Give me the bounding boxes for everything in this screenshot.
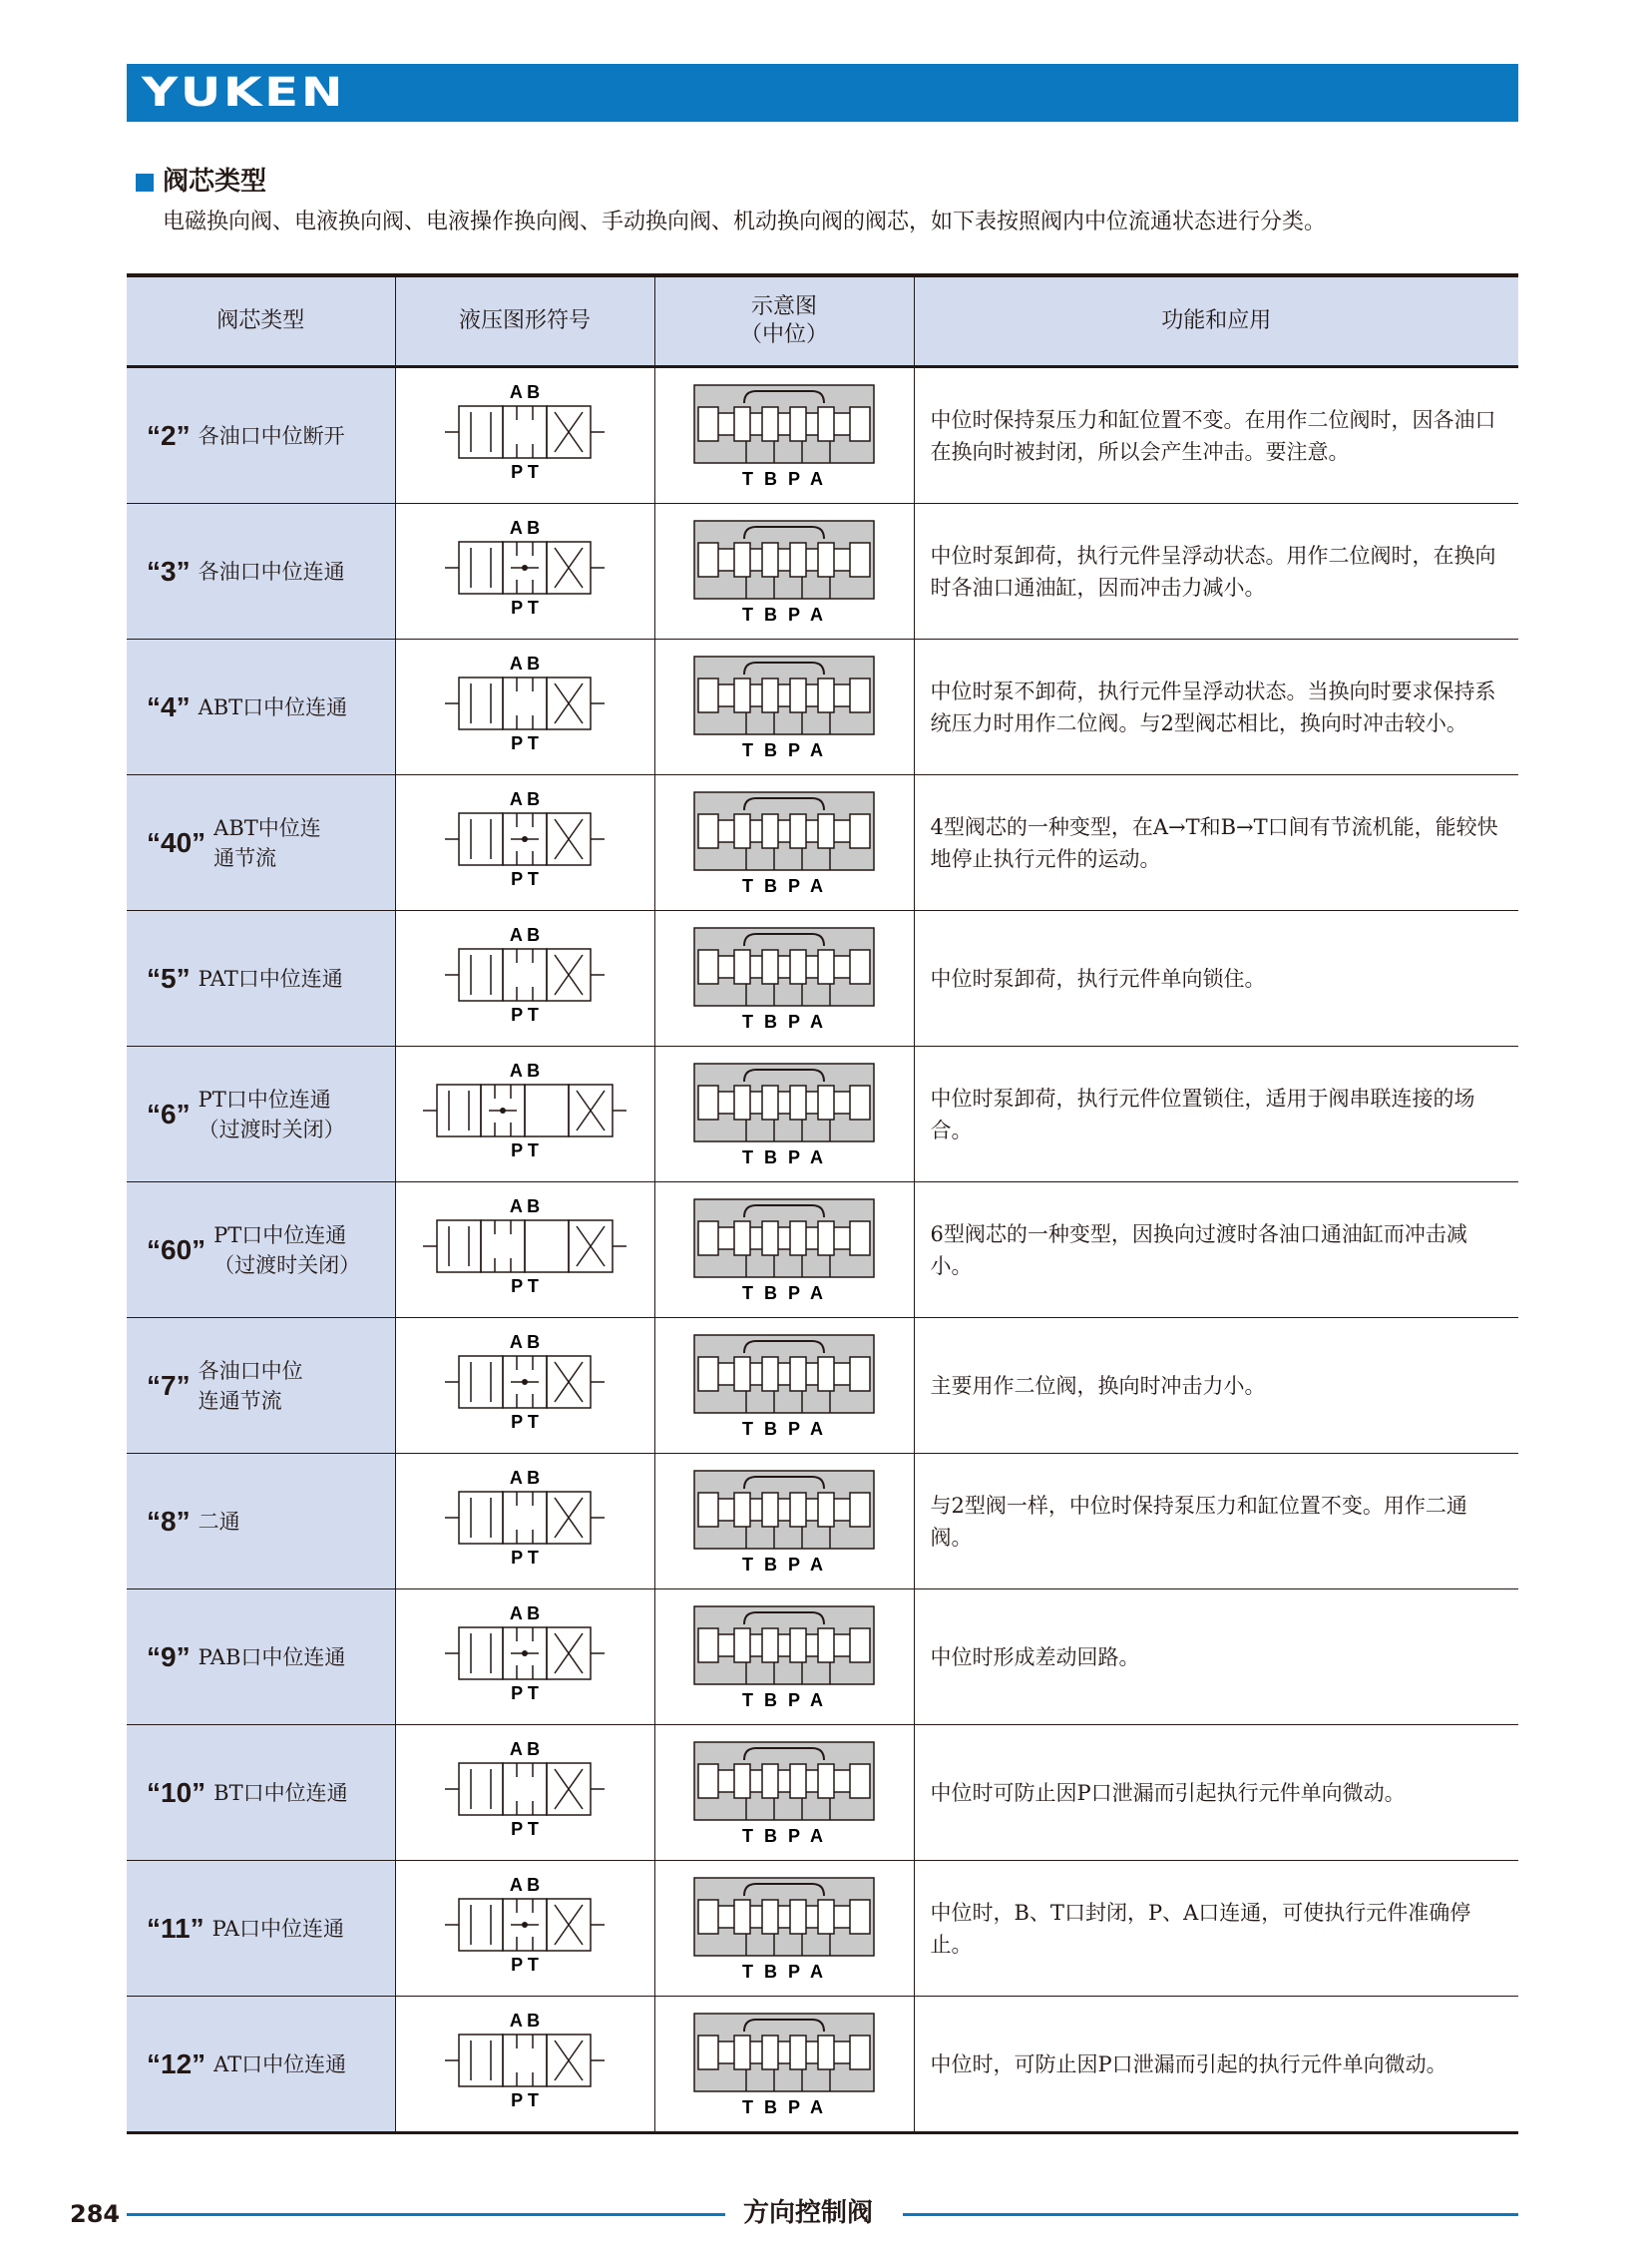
diagram-port-label: T B P A	[741, 1011, 827, 1032]
port-label-bottom: P T	[511, 868, 539, 889]
header-diagram-line1: 示意图	[750, 294, 817, 319]
table-row	[127, 1861, 1518, 1997]
diagram-port-label: T B P A	[741, 1825, 827, 1846]
spool-name	[199, 1356, 303, 1416]
table-header-row	[127, 275, 1518, 367]
function-cell	[914, 775, 1518, 911]
spool-name-line1: PT口中位连通	[213, 1222, 347, 1247]
type-cell	[127, 1589, 395, 1725]
diagram-cell	[654, 1725, 914, 1861]
symbol-cell	[395, 1454, 654, 1589]
spool-name	[213, 2049, 346, 2079]
port-label-bottom: P T	[511, 1818, 539, 1839]
function-description: 中位时泵不卸荷，执行元件呈浮动状态。当换向时要求保持系统压力时用作二位阀。与2型阀芯相比，换向时冲击较小。	[930, 679, 1496, 735]
function-cell	[914, 1997, 1518, 2133]
footer-title: 方向控制阀	[743, 2198, 874, 2228]
spool-name-line2: （过渡时关闭）	[198, 1117, 345, 1141]
spool-cross-section-diagram	[684, 649, 884, 766]
port-label-bottom: P T	[511, 732, 539, 753]
spool-name-line2: （过渡时关闭）	[213, 1252, 361, 1277]
symbol-cell	[395, 504, 654, 640]
function-description: 中位时保持泵压力和缸位置不变。在用作二位阀时，因各油口在换向时被封闭，所以会产生冲击。要注意。	[930, 407, 1496, 464]
spool-cross-section-diagram	[684, 1734, 884, 1852]
spool-10-symbol-icon	[405, 1733, 644, 1853]
spool-name-line1: ABT中位连	[213, 815, 321, 840]
function-description: 中位时，B、T口封闭，P、A口连通，可使执行元件准确停止。	[930, 1900, 1471, 1957]
function-description: 中位时泵卸荷，执行元件位置锁住，适用于阀串联连接的场合。	[930, 1086, 1475, 1142]
diagram-port-label: T B P A	[741, 739, 827, 760]
port-label-top: A B	[509, 1467, 541, 1488]
spool-name-line1: PAT口中位连通	[198, 966, 343, 991]
port-label-top: A B	[509, 381, 541, 402]
spool-name-line1: ABT口中位连通	[198, 694, 348, 719]
port-label-top: A B	[509, 653, 541, 674]
function-cell	[914, 1861, 1518, 1997]
spool-12-symbol-icon	[405, 2005, 644, 2124]
table-row	[127, 1047, 1518, 1182]
symbol-cell	[395, 1318, 654, 1454]
spool-code: “10”	[147, 1776, 206, 1808]
port-label-top: A B	[509, 2010, 541, 2031]
diagram-cell	[654, 1182, 914, 1318]
function-description: 6型阀芯的一种变型，因换向过渡时各油口通油缸而冲击减小。	[930, 1221, 1467, 1278]
port-label-bottom: P T	[511, 1139, 539, 1160]
function-cell	[914, 1318, 1518, 1454]
type-cell	[127, 640, 395, 775]
port-label-top: A B	[509, 1195, 541, 1216]
type-cell	[127, 1318, 395, 1454]
spool-name-line1: 各油口中位	[198, 1358, 303, 1383]
type-cell	[127, 1047, 395, 1182]
function-cell	[914, 640, 1518, 775]
port-label-bottom: P T	[511, 1411, 539, 1432]
spool-cross-section-diagram	[684, 1598, 884, 1716]
function-cell	[914, 1589, 1518, 1725]
spool-cross-section-diagram	[684, 920, 884, 1038]
spool-6-symbol-icon	[405, 1055, 644, 1174]
function-description: 中位时可防止因P口泄漏而引起执行元件单向微动。	[930, 1780, 1406, 1805]
diagram-cell	[654, 1589, 914, 1725]
header-diagram	[654, 275, 914, 367]
symbol-cell	[395, 1725, 654, 1861]
diagram-port-label: T B P A	[741, 875, 827, 896]
spool-code: “40”	[147, 826, 206, 858]
section-title: 阀芯类型	[163, 167, 267, 197]
diagram-cell	[654, 367, 914, 504]
type-cell	[127, 1454, 395, 1589]
spool-name	[213, 1220, 360, 1280]
spool-name-line1: AT口中位连通	[213, 2051, 347, 2076]
header-symbol: 液压图形符号	[395, 275, 654, 367]
type-cell	[127, 911, 395, 1047]
spool-cross-section-diagram	[684, 1870, 884, 1988]
spool-cross-section-diagram	[684, 1327, 884, 1445]
port-label-top: A B	[509, 924, 541, 945]
type-cell	[127, 1725, 395, 1861]
diagram-port-label: T B P A	[741, 604, 827, 625]
section-description: 电磁换向阀、电液换向阀、电液操作换向阀、手动换向阀、机动换向阀的阀芯，如下表按照阀内中位流通状态进行分类。	[163, 210, 1327, 234]
function-description: 中位时，可防止因P口泄漏而引起的执行元件单向微动。	[930, 2051, 1447, 2076]
spool-name-line2: 连通节流	[198, 1388, 282, 1413]
spool-name	[213, 813, 321, 873]
symbol-cell	[395, 1589, 654, 1725]
diagram-cell	[654, 1454, 914, 1589]
diagram-cell	[654, 1047, 914, 1182]
spool-3-symbol-icon	[405, 512, 644, 632]
spool-code: “7”	[147, 1369, 191, 1401]
spool-code: “6”	[147, 1098, 191, 1130]
symbol-cell	[395, 775, 654, 911]
spool-code: “12”	[147, 2047, 206, 2079]
spool-name	[199, 1642, 346, 1672]
diagram-cell	[654, 640, 914, 775]
spool-name-line1: PT口中位连通	[198, 1087, 331, 1112]
function-description: 4型阀芯的一种变型，在A→T和B→T口间有节流机能，能较快地停止执行元件的运动。	[930, 814, 1498, 871]
port-label-top: A B	[509, 788, 541, 809]
table-row	[127, 911, 1518, 1047]
spool-code: “2”	[147, 419, 191, 451]
spool-name-line1: PA口中位连通	[211, 1916, 344, 1941]
spool-9-symbol-icon	[405, 1597, 644, 1717]
diagram-cell	[654, 1318, 914, 1454]
function-cell	[914, 1182, 1518, 1318]
diagram-port-label: T B P A	[741, 1961, 827, 1982]
type-cell	[127, 1997, 395, 2133]
symbol-cell	[395, 911, 654, 1047]
spool-2-symbol-icon	[405, 376, 644, 496]
port-label-bottom: P T	[511, 597, 539, 618]
spool-code: “5”	[147, 962, 191, 994]
spool-cross-section-diagram	[684, 1056, 884, 1173]
spool-cross-section-diagram	[684, 1463, 884, 1581]
table-row	[127, 1725, 1518, 1861]
spool-code: “3”	[147, 555, 191, 587]
port-label-top: A B	[509, 1331, 541, 1352]
type-cell	[127, 367, 395, 504]
spool-5-symbol-icon	[405, 919, 644, 1039]
table-row	[127, 640, 1518, 775]
type-cell	[127, 1861, 395, 1997]
port-label-top: A B	[509, 1874, 541, 1895]
footer-rule-left	[127, 2213, 725, 2216]
port-label-bottom: P T	[511, 1547, 539, 1568]
diagram-port-label: T B P A	[741, 1689, 827, 1710]
spool-4-symbol-icon	[405, 648, 644, 767]
function-cell	[914, 1047, 1518, 1182]
port-label-bottom: P T	[511, 461, 539, 482]
yuken-logo: YUKEN	[142, 70, 346, 116]
diagram-port-label: T B P A	[741, 468, 827, 489]
port-label-bottom: P T	[511, 1682, 539, 1703]
function-cell	[914, 1454, 1518, 1589]
port-label-bottom: P T	[511, 1004, 539, 1025]
port-label-top: A B	[509, 517, 541, 538]
diagram-port-label: T B P A	[741, 1554, 827, 1575]
spool-code: “60”	[147, 1233, 206, 1265]
port-label-bottom: P T	[511, 1275, 539, 1296]
symbol-cell	[395, 1861, 654, 1997]
spool-name-line1: BT口中位连通	[213, 1780, 348, 1805]
spool-name	[199, 557, 345, 587]
symbol-cell	[395, 1997, 654, 2133]
function-description: 中位时泵卸荷，执行元件单向锁住。	[930, 966, 1266, 991]
function-description: 主要用作二位阀，换向时冲击力小。	[930, 1373, 1266, 1398]
spool-60-symbol-icon	[405, 1190, 644, 1310]
symbol-cell	[395, 640, 654, 775]
spool-cross-section-diagram	[684, 513, 884, 631]
spool-cross-section-diagram	[684, 784, 884, 902]
spool-code: “4”	[147, 690, 191, 722]
table-row	[127, 775, 1518, 911]
symbol-cell	[395, 1182, 654, 1318]
footer-rule-right	[903, 2213, 1518, 2216]
table-row	[127, 1454, 1518, 1589]
table-row	[127, 504, 1518, 640]
spool-code: “8”	[147, 1505, 191, 1537]
function-cell	[914, 911, 1518, 1047]
spool-11-symbol-icon	[405, 1869, 644, 1989]
header-function: 功能和应用	[914, 275, 1518, 367]
diagram-cell	[654, 504, 914, 640]
diagram-cell	[654, 1861, 914, 1997]
spool-name-line2: 通节流	[213, 845, 277, 870]
spool-name-line1: PAB口中位连通	[198, 1644, 346, 1669]
spool-code: “11”	[147, 1912, 205, 1944]
port-label-top: A B	[509, 1060, 541, 1081]
spool-type-table	[127, 273, 1518, 2134]
header-diagram-line2: （中位）	[739, 322, 828, 347]
type-cell	[127, 1182, 395, 1318]
spool-cross-section-diagram	[684, 1191, 884, 1309]
table-row	[127, 1318, 1518, 1454]
spool-name	[199, 1085, 345, 1144]
section-marker-icon	[136, 174, 154, 192]
function-cell	[914, 1725, 1518, 1861]
diagram-port-label: T B P A	[741, 1282, 827, 1303]
spool-name	[199, 1507, 240, 1537]
header-type: 阀芯类型	[127, 275, 395, 367]
port-label-top: A B	[509, 1602, 541, 1623]
spool-name	[199, 421, 345, 451]
table-row	[127, 1997, 1518, 2133]
type-cell	[127, 775, 395, 911]
diagram-cell	[654, 1997, 914, 2133]
page-number: 284	[70, 2200, 121, 2228]
spool-40-symbol-icon	[405, 783, 644, 903]
spool-name	[199, 964, 343, 994]
type-cell	[127, 504, 395, 640]
spool-8-symbol-icon	[405, 1462, 644, 1582]
function-cell	[914, 367, 1518, 504]
spool-name	[212, 1914, 344, 1944]
table-row	[127, 367, 1518, 504]
diagram-port-label: T B P A	[741, 1418, 827, 1439]
spool-name	[199, 692, 348, 722]
spool-name	[213, 1778, 347, 1808]
symbol-cell	[395, 1047, 654, 1182]
symbol-cell	[395, 367, 654, 504]
port-label-bottom: P T	[511, 1954, 539, 1975]
spool-name-line1: 各油口中位连通	[198, 559, 345, 584]
spool-name-line1: 二通	[198, 1509, 240, 1534]
function-description: 中位时泵卸荷，执行元件呈浮动状态。用作二位阀时，在换向时各油口通油缸，因而冲击力减小。	[930, 543, 1496, 600]
spool-name-line1: 各油口中位断开	[198, 423, 345, 448]
diagram-cell	[654, 911, 914, 1047]
spool-cross-section-diagram	[684, 2006, 884, 2123]
table-row	[127, 1589, 1518, 1725]
diagram-port-label: T B P A	[741, 2096, 827, 2117]
spool-7-symbol-icon	[405, 1326, 644, 1446]
diagram-cell	[654, 775, 914, 911]
diagram-port-label: T B P A	[741, 1146, 827, 1167]
function-description: 与2型阀一样，中位时保持泵压力和缸位置不变。用作二通阀。	[930, 1493, 1467, 1550]
function-description: 中位时形成差动回路。	[930, 1644, 1140, 1669]
spool-code: “9”	[147, 1640, 191, 1672]
table-row	[127, 1182, 1518, 1318]
port-label-top: A B	[509, 1738, 541, 1759]
spool-cross-section-diagram	[684, 377, 884, 495]
port-label-bottom: P T	[511, 2089, 539, 2110]
function-cell	[914, 504, 1518, 640]
